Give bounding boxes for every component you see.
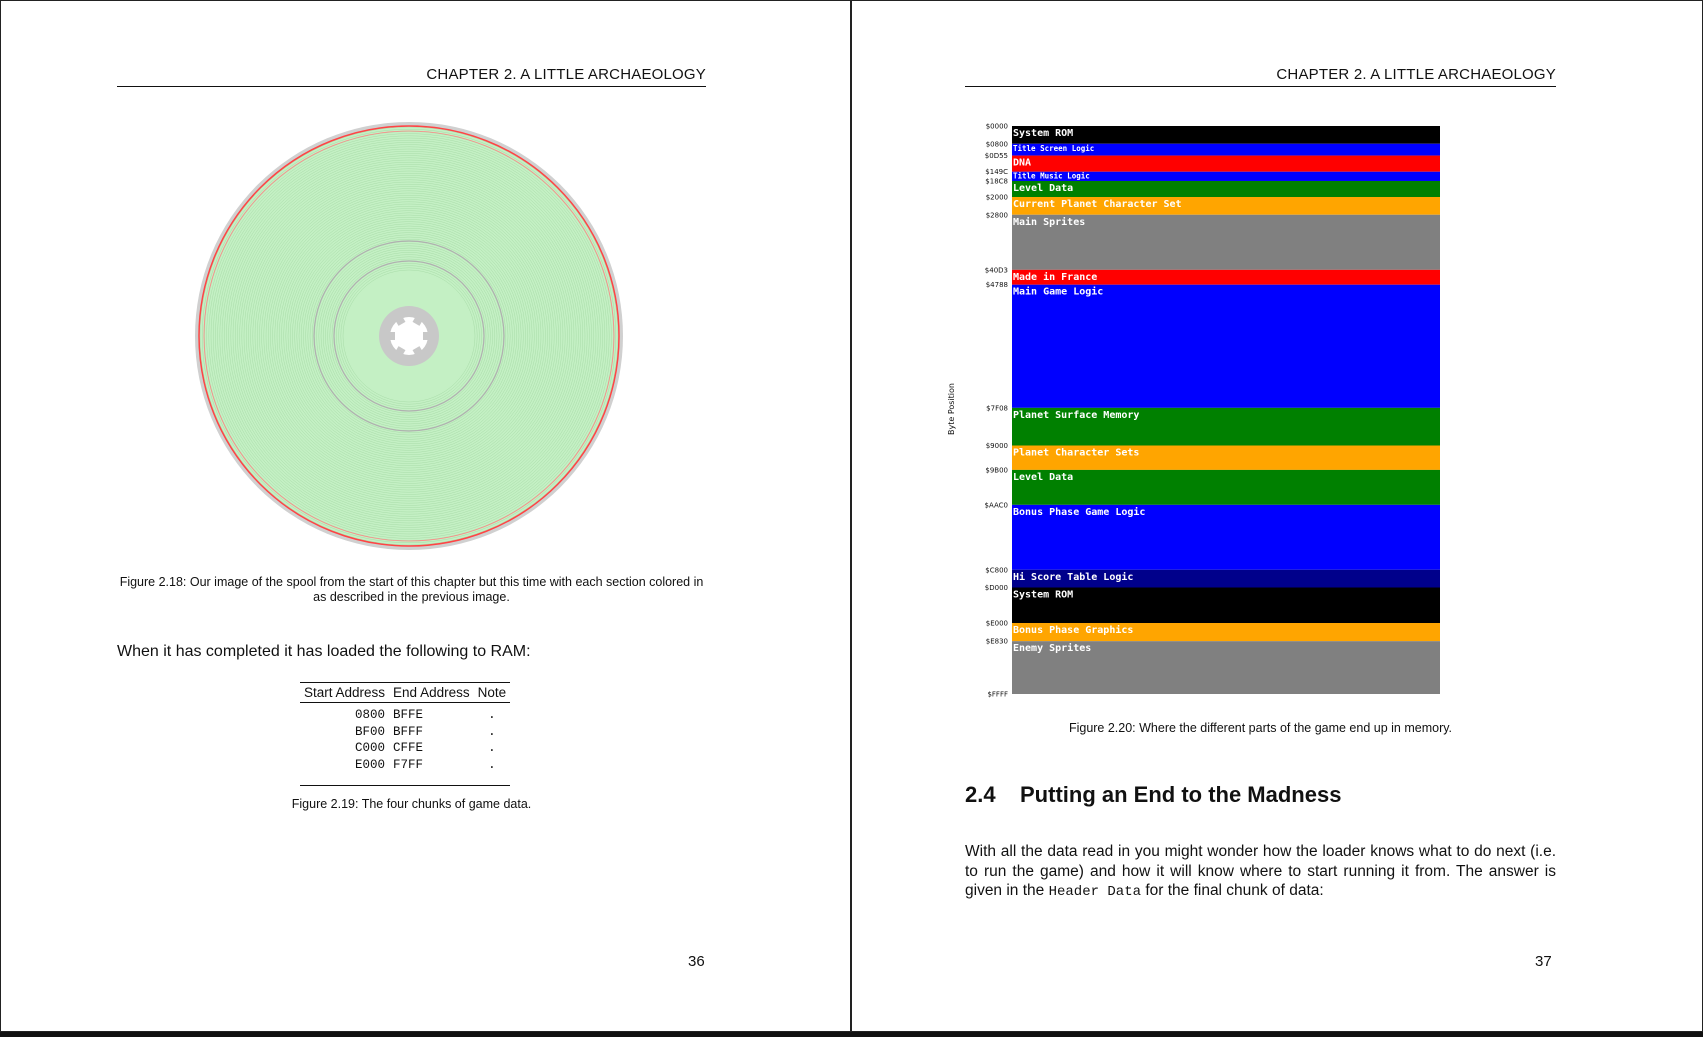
region-label: DNA: [1013, 157, 1032, 169]
memory-region-band: [1012, 285, 1440, 408]
y-tick-label: $4788: [985, 281, 1008, 290]
paragraph-text: With all the data read in you might wonder how the loader knows what to do next (i.e. to run the game) and how it will know where to start running it from. The answer is given in the: [965, 843, 1556, 899]
region-label: System ROM: [1013, 128, 1074, 139]
table-row: [300, 703, 510, 724]
spool-figure: [193, 120, 625, 552]
running-head: CHAPTER 2. A LITTLE ARCHAEOLOGY: [965, 66, 1556, 87]
region-label: Main Sprites: [1013, 216, 1086, 228]
hub-tooth: [423, 332, 431, 340]
y-tick-label: $2800: [985, 211, 1008, 220]
y-tick-label: $FFFF: [987, 690, 1008, 699]
memory-map-chart: [942, 119, 1442, 699]
memory-region-band: [1012, 126, 1440, 144]
table-cell: CFFE: [393, 741, 424, 756]
region-label: Bonus Phase Game Logic: [1013, 506, 1146, 518]
table-cell: C000: [355, 741, 386, 756]
y-tick-label: $AAC0: [984, 501, 1008, 510]
table-cell: BFFE: [393, 708, 424, 723]
region-label: Hi Score Table Logic: [1013, 571, 1134, 583]
page-number: 36: [688, 953, 705, 970]
left-page: [0, 0, 851, 1032]
figure-caption: Figure 2.19: The four chunks of game data.: [291, 797, 532, 811]
table-header-row: [300, 683, 510, 703]
table-cell: BF00: [355, 724, 386, 739]
table-cell: BFFF: [393, 724, 424, 739]
hub-tooth: [387, 332, 395, 340]
y-tick-label: $0800: [985, 140, 1008, 149]
y-tick-label: $C800: [985, 566, 1008, 575]
table-cell: F7FF: [393, 757, 424, 772]
y-tick-label: $D000: [984, 584, 1008, 592]
paragraph: When it has completed it has loaded the following to RAM:: [117, 643, 531, 660]
table-cell: .: [488, 757, 496, 772]
y-tick-label: $2000: [985, 193, 1008, 202]
region-label: Planet Character Sets: [1013, 447, 1140, 459]
table-cell: .: [488, 708, 496, 723]
region-label: Enemy Sprites: [1013, 643, 1092, 655]
region-label: Level Data: [1013, 471, 1074, 483]
region-label: Made in France: [1013, 271, 1098, 283]
y-tick-label: $E000: [985, 619, 1008, 628]
region-label: Title Screen Logic: [1013, 143, 1095, 153]
column-header: Note: [474, 683, 511, 703]
y-tick-label: $149C: [985, 168, 1008, 177]
page-number: 37: [1535, 953, 1552, 970]
column-header: Start Address: [300, 683, 389, 703]
section-title: Putting an End to the Madness: [1020, 782, 1342, 807]
inline-code: Header Data: [1048, 884, 1142, 900]
chunk-table: [300, 682, 510, 786]
y-axis-label: Byte Position: [947, 383, 956, 435]
region-label: Main Game Logic: [1013, 286, 1104, 298]
table-cell: 0800: [355, 708, 386, 723]
y-tick-label: $9B00: [985, 466, 1008, 475]
region-label: Planet Surface Memory: [1013, 409, 1140, 421]
y-tick-label: $7F08: [986, 404, 1008, 413]
figure-caption: Figure 2.20: Where the different parts of the game end up in memory.: [1068, 721, 1453, 735]
region-label: Title Music Logic: [1013, 171, 1090, 181]
table-row: [300, 724, 510, 741]
y-tick-label: $18C8: [985, 177, 1008, 186]
y-tick-label: $0D55: [984, 152, 1008, 161]
table-cell: .: [488, 741, 496, 756]
section-heading: [965, 782, 1341, 808]
spool-hub-hole: [390, 317, 428, 355]
y-tick-label: $0000: [985, 122, 1008, 131]
right-page: [851, 0, 1703, 1032]
paragraph: [965, 842, 1556, 903]
region-label: System ROM: [1013, 589, 1074, 601]
memory-region-band: [1012, 156, 1440, 172]
region-label: Bonus Phase Graphics: [1013, 625, 1134, 636]
y-tick-label: $E830: [985, 637, 1008, 646]
column-header: End Address: [389, 683, 474, 703]
bottom-strip: [0, 1032, 1703, 1037]
table-row: [300, 757, 510, 786]
y-tick-label: $40D3: [984, 266, 1008, 275]
memory-region-band: [1012, 470, 1440, 505]
section-number: 2.4: [965, 782, 996, 807]
region-label: Current Planet Character Set: [1013, 199, 1182, 210]
y-tick-label: $9000: [985, 442, 1008, 450]
memory-region-band: [1012, 588, 1440, 624]
table-cell: .: [488, 724, 496, 739]
figure-caption: Figure 2.18: Our image of the spool from the start of this chapter but this time with each section colored in as described in the previous image.: [119, 575, 704, 604]
paragraph-text: for the final chunk of data:: [1141, 882, 1324, 899]
table-cell: E000: [355, 757, 386, 772]
table-row: [300, 740, 510, 757]
running-head: CHAPTER 2. A LITTLE ARCHAEOLOGY: [117, 66, 706, 87]
memory-region-band: [1012, 181, 1440, 197]
region-label: Level Data: [1013, 182, 1074, 194]
